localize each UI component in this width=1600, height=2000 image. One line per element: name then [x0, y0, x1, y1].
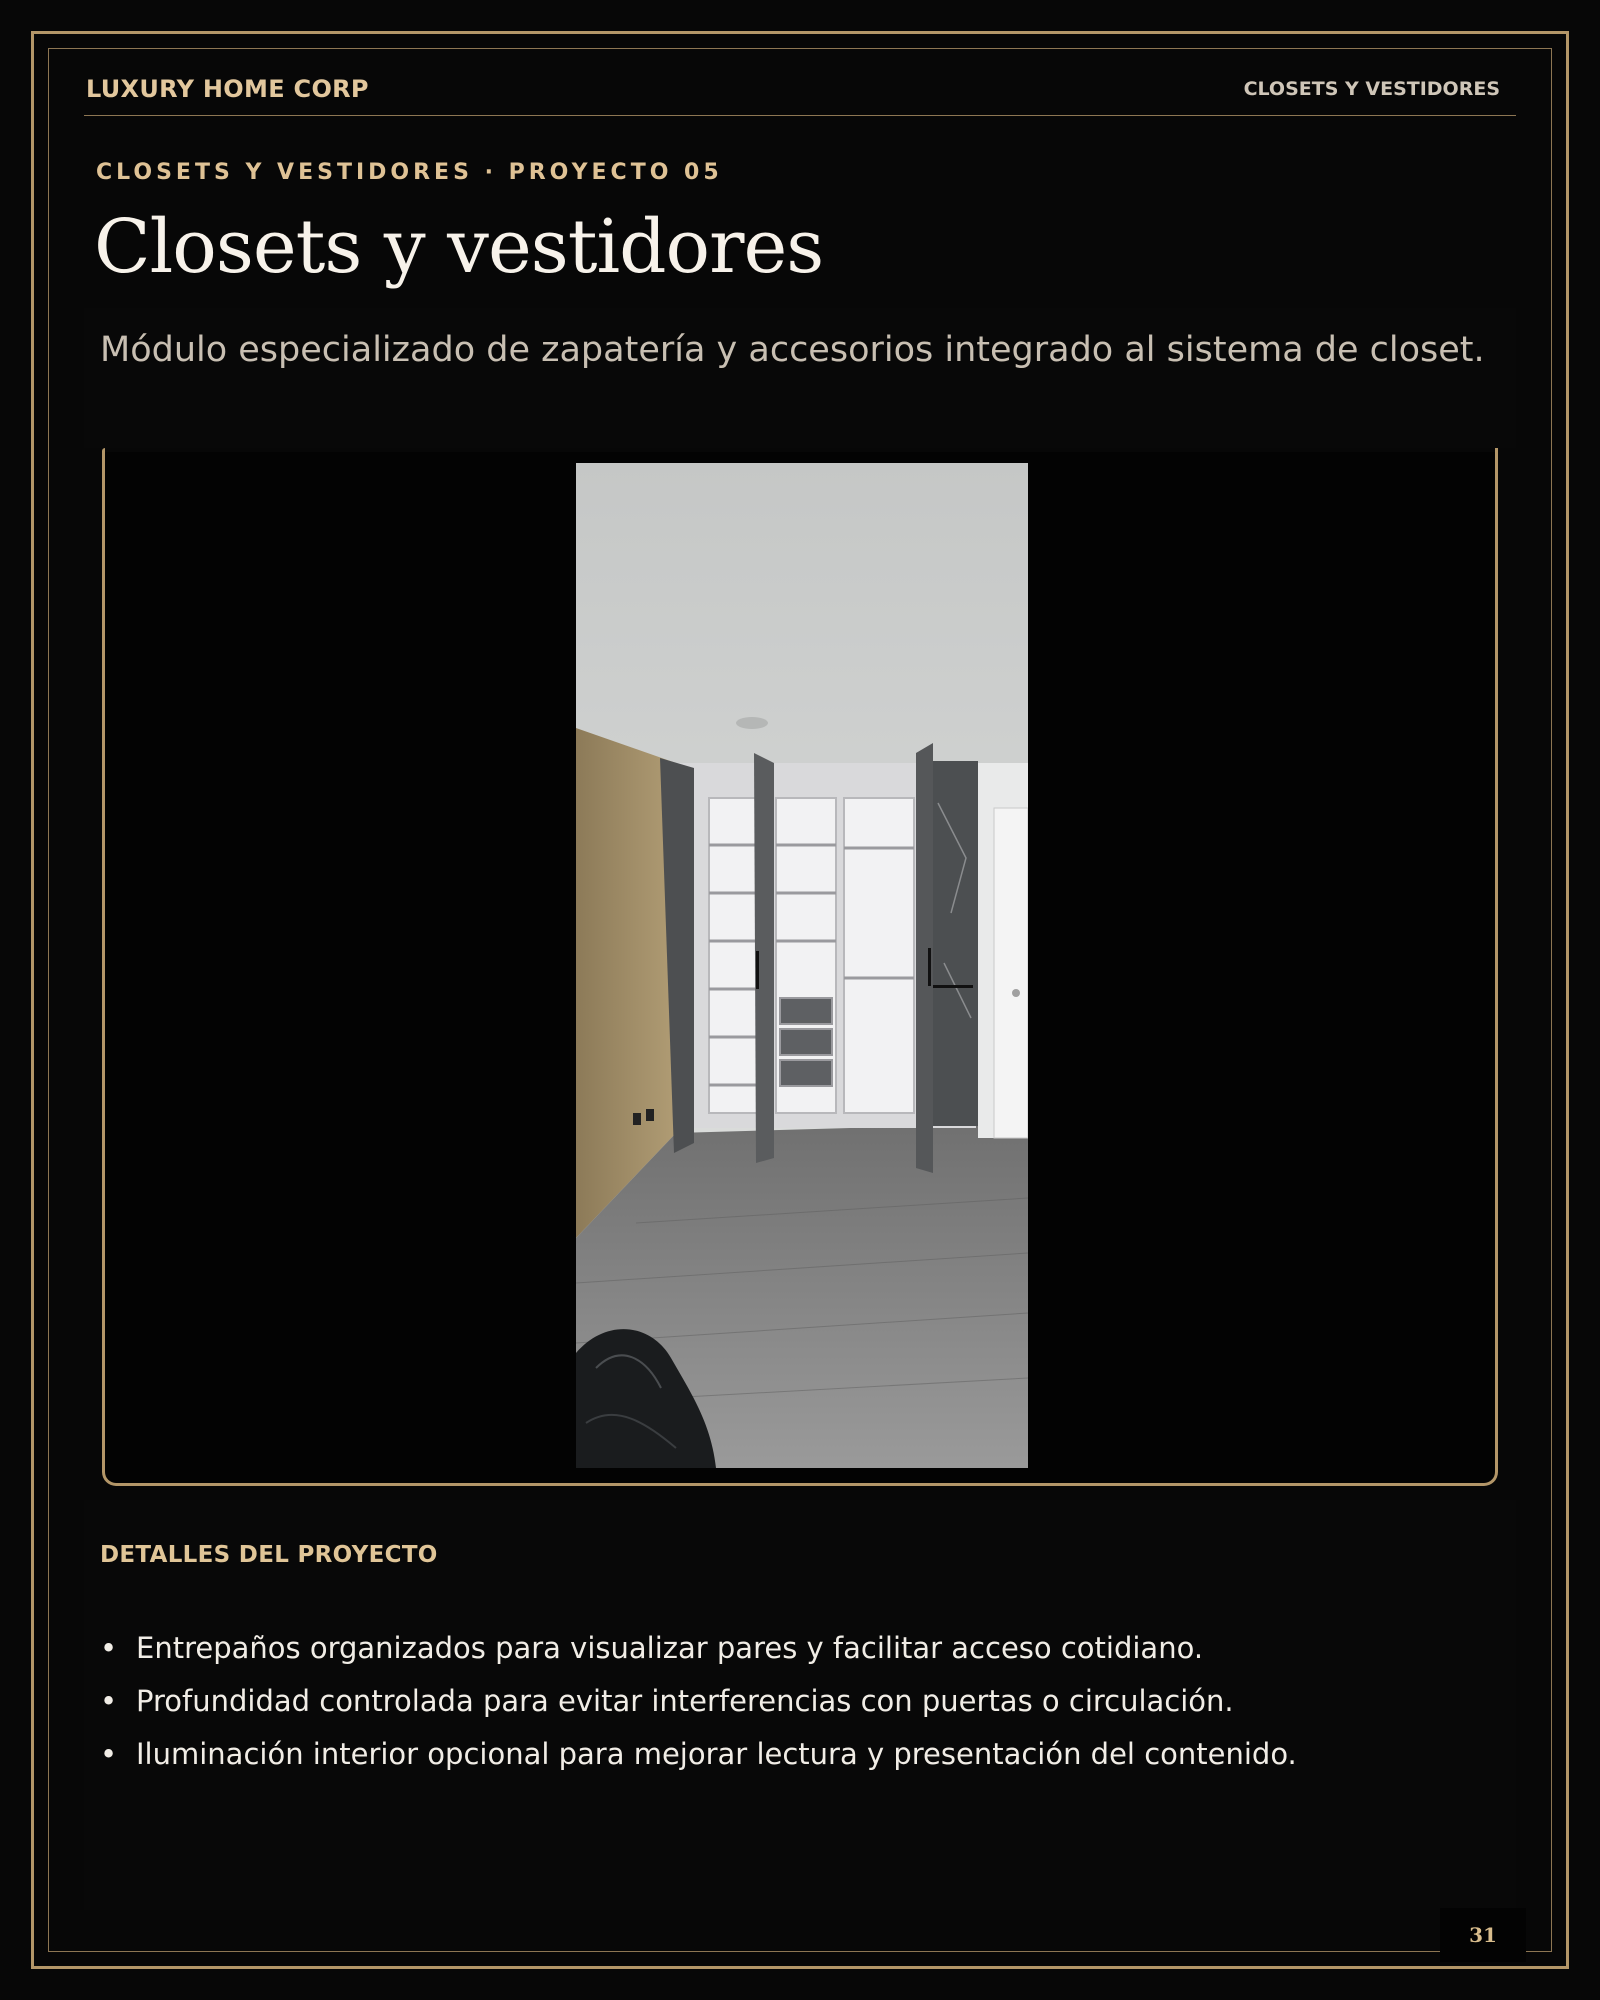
list-item — [100, 1728, 1297, 1781]
page-title: Closets y vestidores — [94, 204, 824, 290]
bullet-glyph: • — [100, 1631, 118, 1665]
list-item — [100, 1675, 1297, 1728]
page-subtitle: Módulo especializado de zapatería y accesorios integrado al sistema de closet. — [100, 330, 1485, 370]
list-item-text: Entrepaños organizados para visualizar pares y facilitar acceso cotidiano. — [136, 1631, 1204, 1665]
list-item-text: Profundidad controlada para evitar interferencias con puertas o circulación. — [136, 1684, 1234, 1718]
page-number: 31 — [1440, 1908, 1526, 1962]
details-heading: DETALLES DEL PROYECTO — [100, 1542, 438, 1568]
details-section — [84, 1500, 1516, 1910]
bullet-glyph: • — [100, 1684, 118, 1718]
project-eyebrow: CLOSETS Y VESTIDORES · PROYECTO 05 — [96, 160, 723, 185]
closet-photo — [576, 463, 1028, 1468]
photo-frame — [102, 452, 1498, 1486]
list-item — [100, 1622, 1297, 1675]
page-header — [84, 62, 1516, 116]
details-list — [100, 1622, 1297, 1781]
list-item-text: Iluminación interior opcional para mejorar lectura y presentación del contenido. — [136, 1737, 1297, 1771]
subtitle-box — [84, 308, 1516, 448]
bullet-glyph: • — [100, 1737, 118, 1771]
brand-name: LUXURY HOME CORP — [86, 74, 369, 103]
section-name: CLOSETS Y VESTIDORES — [1243, 77, 1500, 100]
